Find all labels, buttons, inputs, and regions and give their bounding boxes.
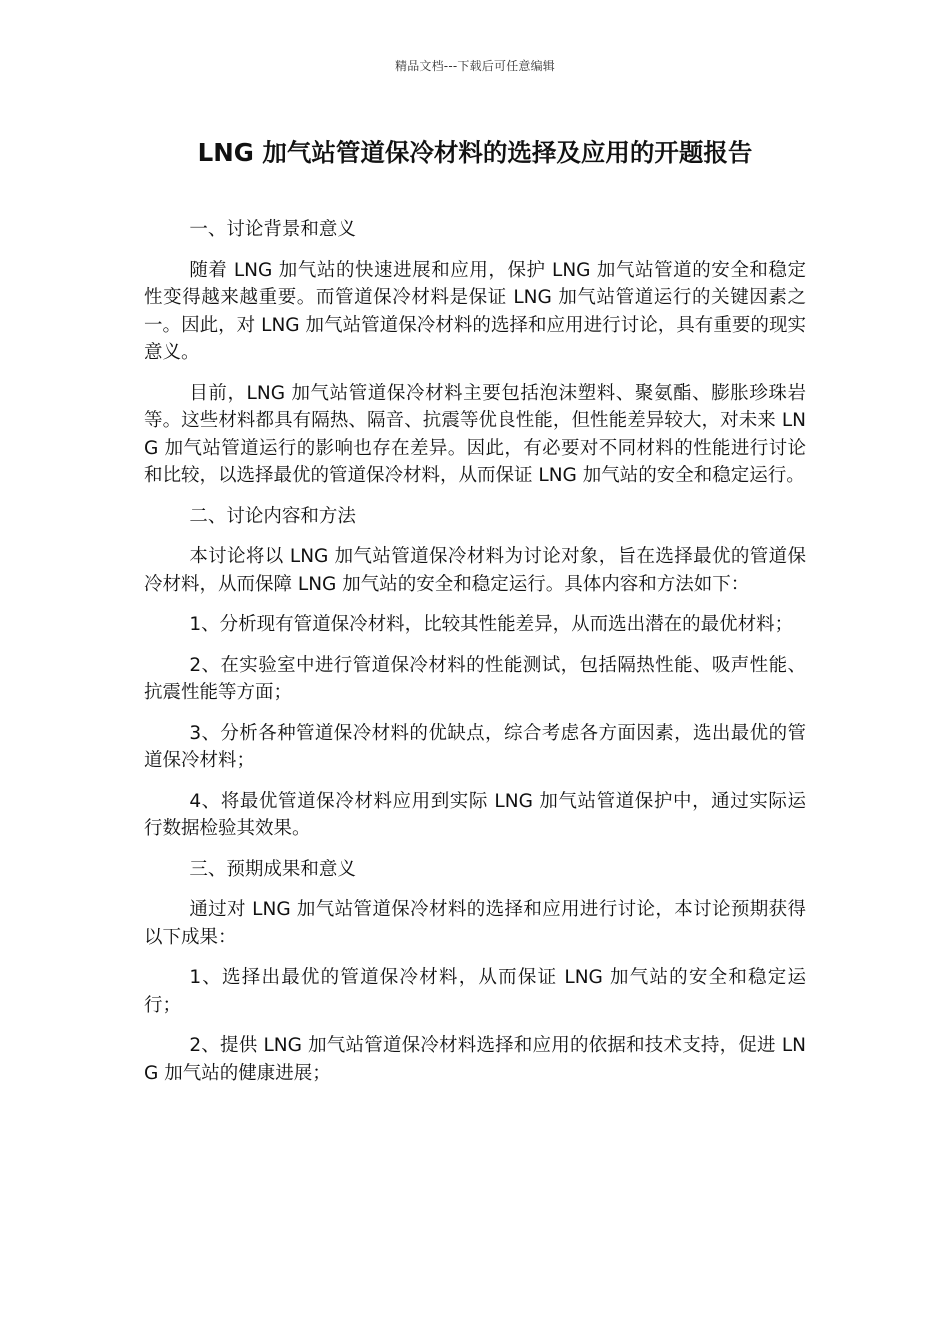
list-item: 2、提供 LNG 加气站管道保冷材料选择和应用的依据和技术支持，促进 LNG 加气站的健康进展； <box>144 1035 806 1084</box>
paragraph: 目前，LNG 加气站管道保冷材料主要包括泡沫塑料、聚氨酯、膨胀珍珠岩等。这些材料都具有隔热、隔音、抗震等优良性能，但性能差异较大，对未来 LNG 加气站管道运行的影响也存在差异。因此，有必要对不同材料的性能进行讨论和比较，以选择最优的管道保冷材料，从而保证 LNG 加气站的安全和稳定运行。 <box>144 382 806 486</box>
section-heading-content-method: 二、讨论内容和方法 <box>189 505 356 527</box>
list-item: 1、选择出最优的管道保冷材料，从而保证 LNG 加气站的安全和稳定运行； <box>144 967 806 1016</box>
paragraph: 随着 LNG 加气站的快速进展和应用，保护 LNG 加气站管道的安全和稳定性变得越来越重要。而管道保冷材料是保证 LNG 加气站管道运行的关键因素之一。因此，对 LNG 加气站管道保冷材料的选择和应用进行讨论，具有重要的现实意义。 <box>144 259 806 363</box>
document-title: LNG 加气站管道保冷材料的选择及应用的开题报告 <box>197 138 753 167</box>
section-heading-expected-results: 三、预期成果和意义 <box>189 858 356 880</box>
header-note: 精品文档---下载后可任意编辑 <box>395 59 555 73</box>
list-item: 4、将最优管道保冷材料应用到实际 LNG 加气站管道保护中，通过实际运行数据检验其效果。 <box>144 790 806 839</box>
paragraph: 通过对 LNG 加气站管道保冷材料的选择和应用进行讨论，本讨论预期获得以下成果： <box>144 899 806 948</box>
paragraph: 本讨论将以 LNG 加气站管道保冷材料为讨论对象，旨在选择最优的管道保冷材料，从而保障 LNG 加气站的安全和稳定运行。具体内容和方法如下： <box>144 546 806 595</box>
list-item: 2、在实验室中进行管道保冷材料的性能测试，包括隔热性能、吸声性能、抗震性能等方面； <box>144 654 806 703</box>
document-body <box>144 216 806 1100</box>
list-item: 1、分析现有管道保冷材料，比较其性能差异，从而选出潜在的最优材料； <box>189 614 794 635</box>
section-heading-background: 一、讨论背景和意义 <box>189 219 356 240</box>
list-item: 3、分析各种管道保冷材料的优缺点，综合考虑各方面因素，选出最优的管道保冷材料； <box>144 722 806 771</box>
